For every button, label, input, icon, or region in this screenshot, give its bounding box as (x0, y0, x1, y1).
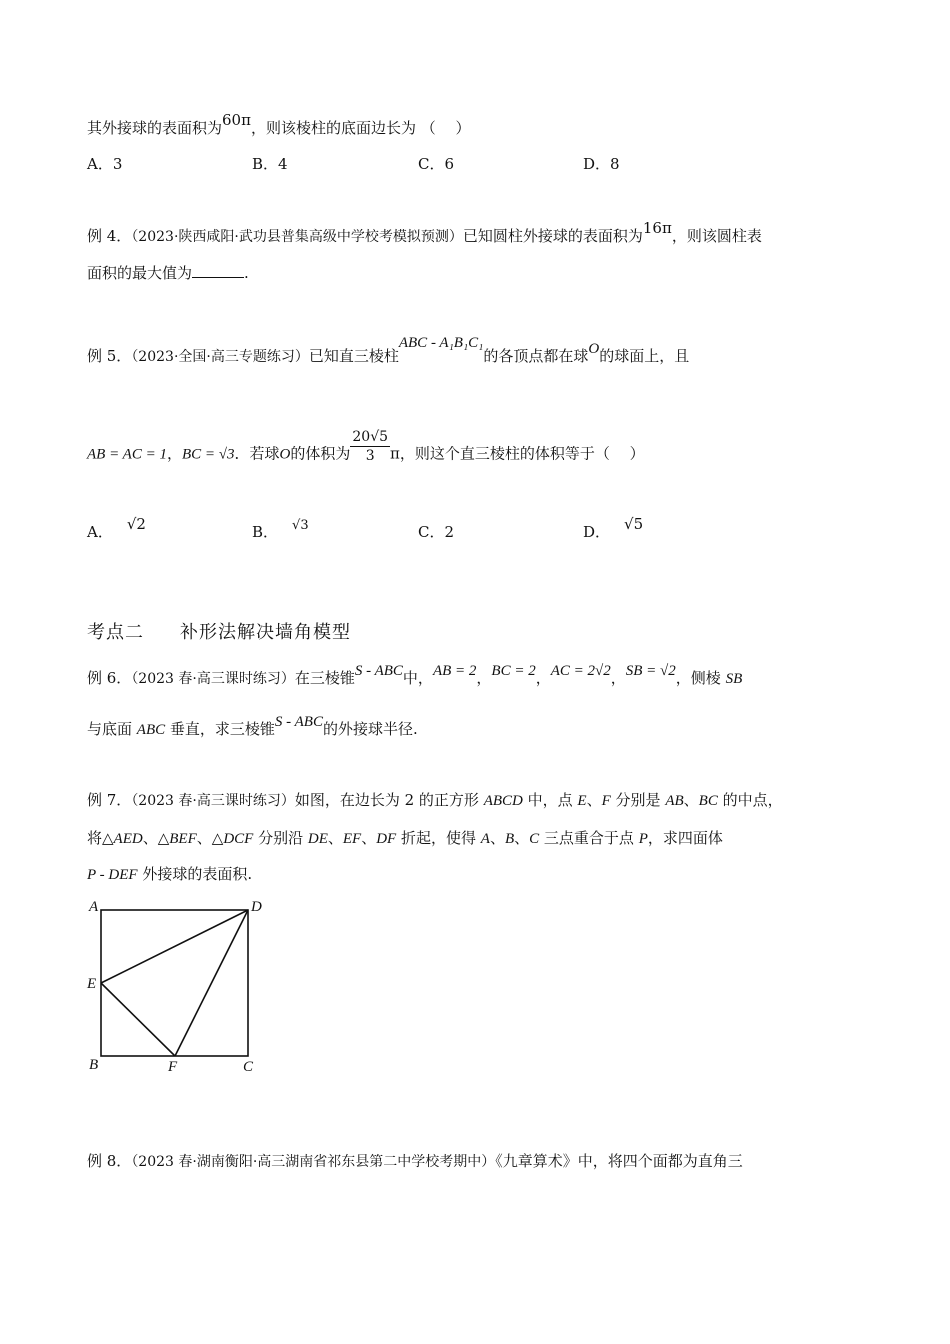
example-5-line-2: AB = AC = 1，BC = √3．若球O的体积为 $\frac{20√5}{3}$ π，则这个直三棱柱的体积等于（ ） (87, 429, 645, 464)
section-label: 考点二 (87, 622, 144, 643)
example-6-line-1: 例 6．（2023 春·高三课时练习）在三棱锥S - ABC中，AB = 2，BC = 2，AC = 2√2，SB = √2，侧棱 SB (87, 663, 743, 687)
option-d: D． √5 (583, 515, 644, 541)
option-b: B．4 (252, 155, 288, 173)
example-7-line-1: 例 7．（2023 春·高三课时练习）如图，在边长为 2 的正方形 ABCD 中，点 E、F 分别是 AB、BC 的中点， (87, 791, 783, 809)
label-b: B (89, 1057, 99, 1073)
question-3-stem: 其外接球的表面积为60π，则该棱柱的底面边长为 （ ） (87, 111, 471, 137)
example-7-line-2: 将△AED、△BEF、△DCF 分别沿 DE、EF、DF 折起，使得 A、B、C 三点重合于点 P，求四面体 (87, 829, 723, 847)
option-c: C．2 (418, 523, 455, 541)
math-expression: 60π (222, 111, 251, 129)
example-6-line-2: 与底面 ABC 垂直，求三棱锥S - ABC的外接球半径. (87, 714, 418, 738)
square-abcd (101, 910, 248, 1056)
option-a: A． √2 (87, 515, 146, 541)
label-f: F (168, 1059, 178, 1075)
option-a: A．3 (87, 155, 123, 173)
segment-ed (101, 910, 248, 983)
label-a: A (89, 899, 99, 915)
volume-fraction: $\frac{20√5}{3}$ (352, 429, 389, 464)
example-4-line-2: 面积的最大值为 . (87, 264, 249, 282)
answer-blank (192, 263, 244, 278)
option-b: B． √3 (252, 518, 309, 541)
label-c: C (243, 1059, 254, 1075)
example-4-line-1: 例 4．（2023·陕西咸阳·武功县普集高级中学校考模拟预测）已知圆柱外接球的表面积为16π，则该圆柱表 (87, 219, 762, 245)
math-prism: ABC - A₁B₁C₁ (398, 335, 484, 351)
option-d: D．8 (583, 155, 620, 173)
option-c: C．6 (418, 155, 455, 173)
example-5-line-1: 例 5．（2023·全国·高三专题练习）已知直三棱柱ABC - A₁B₁C₁的各顶点都在球O的球面上，且 (87, 335, 690, 365)
label-e: E (87, 976, 97, 992)
example-7-line-3: P - DEF 外接球的表面积. (87, 865, 253, 883)
label-d: D (251, 899, 262, 915)
segment-fd (175, 910, 248, 1056)
section-heading (87, 618, 351, 644)
square-folding-figure (84, 895, 274, 1080)
segment-ef (101, 983, 175, 1056)
example-8-line-1: 例 8．（2023 春·湖南衡阳·高三湖南省祁东县第二中学校考期中）《九章算术》中，将四个面都为直角三 (87, 1152, 743, 1170)
section-title: 补形法解决墙角模型 (180, 622, 351, 643)
